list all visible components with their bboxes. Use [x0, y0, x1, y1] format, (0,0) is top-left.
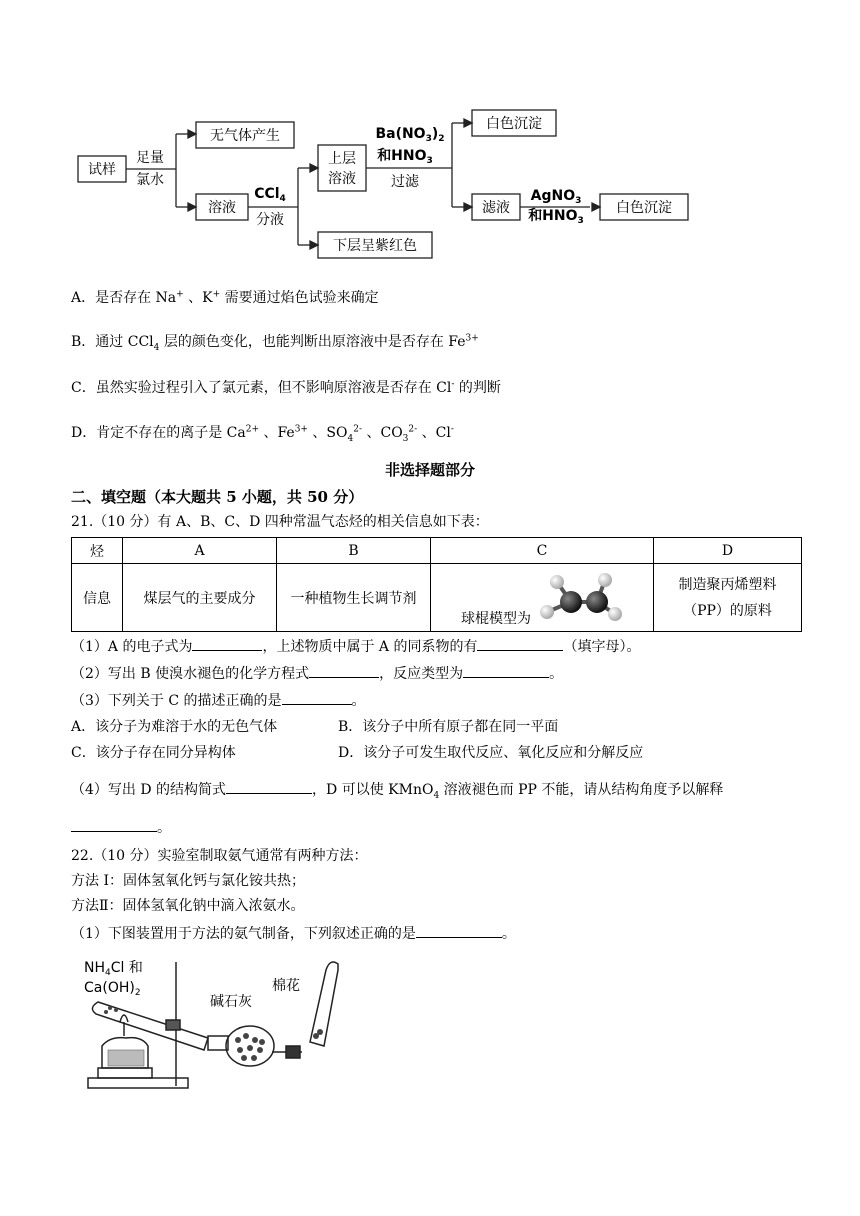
- q21-part2: （2）写出 B 使溴水褪色的化学方程式 ，反应类型为 。: [71, 663, 563, 684]
- ball-and-stick-model: [535, 568, 625, 628]
- table-header-cell: B: [277, 538, 431, 564]
- option-c: C．虽然实验过程引入了氯元素，但不影响原溶液是否存在 Cl- 的判断: [71, 379, 501, 396]
- option-b: B．通过 CCl$_4$ 层的颜色变化，也能判断出原溶液中是否存在 $Fe^{3+}$: [71, 333, 479, 353]
- separation-label: 分液: [256, 212, 284, 228]
- answer-blank[interactable]: [463, 663, 549, 678]
- sample-box: 试样: [88, 162, 116, 178]
- hno3-label-2: 和$HNO_3$: [528, 208, 584, 226]
- ion-test-flowchart: [60, 100, 720, 270]
- lower-layer-box: 下层呈紫红色: [333, 238, 417, 254]
- answer-blank[interactable]: [282, 690, 352, 705]
- answer-blank[interactable]: [71, 817, 157, 832]
- ccl4-label: CCl$_4$: [254, 186, 286, 204]
- table-header-cell: A: [123, 538, 277, 564]
- q21-part1: （1）A 的电子式为 ，上述物质中属于 A 的同系物的有 （填字母）。: [71, 636, 640, 657]
- answer-blank[interactable]: [309, 663, 379, 678]
- q21-part3: （3）下列关于 C 的描述正确的是 。: [71, 690, 366, 711]
- ba-nitrate-label: $Ba(NO_3)_2$: [375, 126, 445, 144]
- reagent-chlorine-bottom: 氯水: [136, 172, 164, 188]
- answer-blank[interactable]: [416, 923, 502, 938]
- table-cell-b: 一种植物生长调节剂: [277, 564, 431, 632]
- ball-stick-caption: 球棍模型为: [461, 611, 531, 627]
- q21-option-b: B．该分子中所有原子都在同一平面: [338, 719, 559, 735]
- q21-option-d: D．该分子可发生取代反应、氧化反应和分解反应: [338, 745, 644, 761]
- option-d: D．肯定不存在的离子是 $Ca^{2+}$ 、$Fe^{3+}$ 、$SO_4^{2-}$ 、$CO_3^{2-}$ 、Cl-: [71, 424, 454, 444]
- answer-blank[interactable]: [477, 636, 563, 651]
- hydrocarbon-info-table: [71, 537, 802, 632]
- table-header-cell: C: [431, 538, 654, 564]
- filter-label: 过滤: [391, 174, 419, 190]
- soda-lime-label: 碱石灰: [210, 994, 252, 1010]
- q21-intro: 21.（10 分）有 A、B、C、D 四种常温气态烃的相关信息如下表：: [71, 514, 489, 530]
- answer-blank[interactable]: [226, 779, 312, 794]
- table-header-cell: D: [654, 538, 802, 564]
- ammonia-apparatus: [80, 950, 360, 1100]
- filtrate-box: 滤液: [482, 200, 510, 216]
- no-gas-box: 无气体产生: [210, 128, 280, 144]
- white-precipitate-1: 白色沉淀: [486, 116, 542, 132]
- cotton-label: 棉花: [272, 978, 300, 994]
- section-title: 非选择题部分: [384, 461, 475, 479]
- reactant-label-nh4cl: $NH_4Cl$ 和: [84, 960, 143, 978]
- white-precipitate-2: 白色沉淀: [616, 200, 672, 216]
- q22-method-1: 方法 I：固体氢氧化钙与氯化铵共热；: [71, 873, 305, 889]
- table-cell-d: 制造聚丙烯塑料 （PP）的原料: [654, 564, 802, 632]
- table-header-cell: 烃: [72, 538, 123, 564]
- q22-part1: （1）下图装置用于方法的氨气制备，下列叙述正确的是 。: [71, 923, 516, 944]
- reagent-chlorine-top: 足量: [136, 150, 164, 166]
- q21-part4-continued: 。: [71, 817, 171, 838]
- q22-method-2: 方法Ⅱ：固体氢氧化钠中滴入浓氨水。: [71, 898, 305, 914]
- section-heading: 二、填空题（本大题共 5 小题，共 50 分）: [71, 488, 364, 506]
- table-row-label: 信息: [72, 564, 123, 632]
- hno3-label-1: 和$HNO_3$: [377, 148, 433, 166]
- table-cell-c: [431, 564, 654, 632]
- q21-option-a: A．该分子为难溶于水的无色气体: [71, 719, 278, 735]
- table-cell-a: 煤层气的主要成分: [123, 564, 277, 632]
- q21-part4: （4）写出 D 的结构简式 ，D 可以使 KMnO$_4$ 溶液褪色而 PP 不能，请从结构角度予以解释: [71, 779, 723, 800]
- option-a: A．是否存在 Na+ 、K+ 需要通过焰色试验来确定: [71, 289, 379, 306]
- reactant-label-caoh2: $Ca(OH)_2$: [84, 980, 141, 998]
- q22-intro: 22.（10 分）实验室制取氨气通常有两种方法：: [71, 848, 368, 864]
- upper-layer-line1: 上层: [328, 151, 356, 167]
- agno3-label: AgNO$_3$: [530, 188, 582, 206]
- q21-option-c: C．该分子存在同分异构体: [71, 745, 236, 761]
- answer-blank[interactable]: [192, 636, 262, 651]
- upper-layer-line2: 溶液: [328, 171, 356, 187]
- solution-box: 溶液: [208, 200, 236, 216]
